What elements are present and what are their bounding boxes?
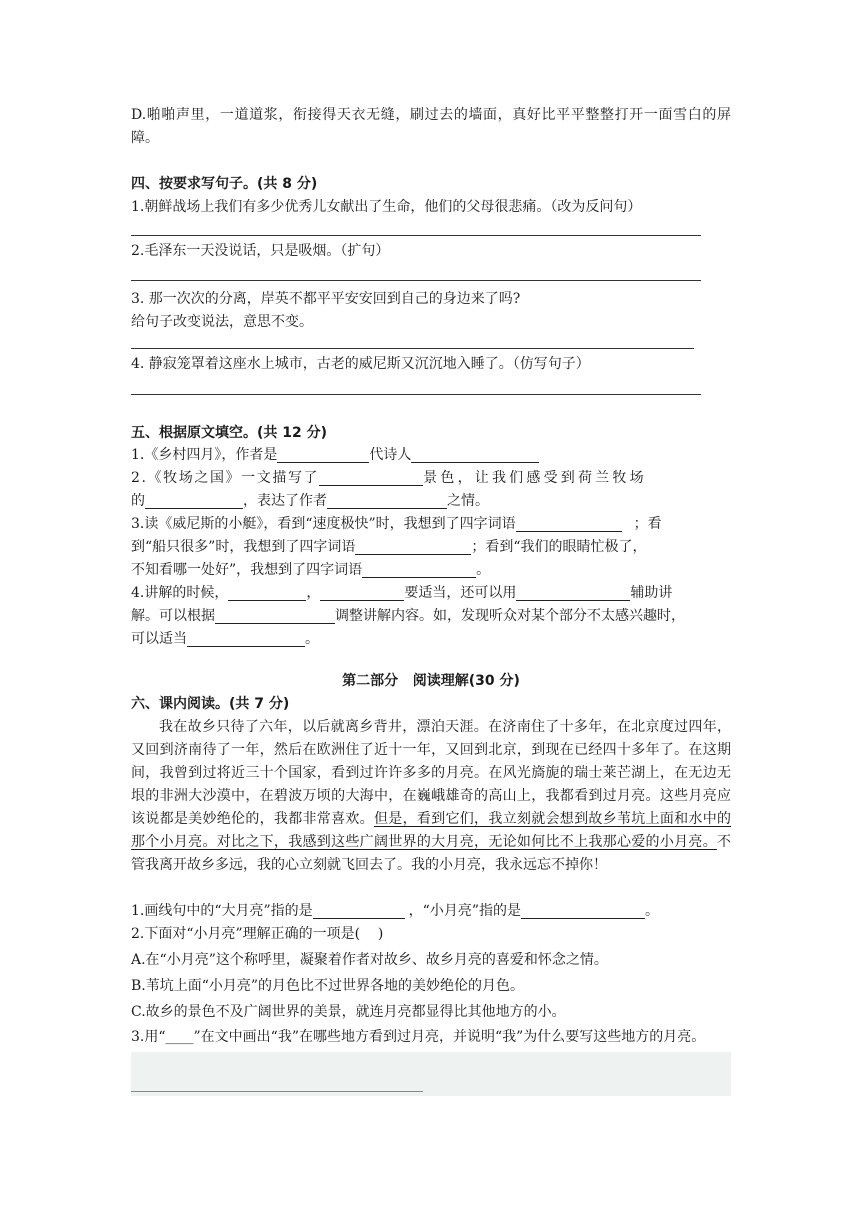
sec5-q2-text-d: ，表达了作者 [243, 493, 327, 509]
blank-explain-2[interactable] [320, 584, 404, 601]
sec6-q1 [131, 900, 731, 923]
sec5-q4-line2 [131, 605, 731, 628]
blank-explain-5[interactable] [187, 630, 305, 647]
answer-line-4[interactable] [131, 394, 701, 395]
sec5-q4-line3 [131, 628, 731, 651]
sec5-q3-text-c: 到“船只很多”时，我想到了四字词语 [131, 539, 356, 555]
sec5-q3-text-d: ；看到“我们的眼睛忙极了， [471, 539, 647, 555]
blank-small-moon[interactable] [521, 902, 645, 919]
sec6-q3-text-a: 3.用“ [131, 1029, 166, 1045]
sec6-q1-text-c: 。 [645, 903, 659, 919]
sec5-q4-line1 [131, 582, 731, 605]
sec5-q2-line1 [131, 467, 731, 490]
sec6-q1-text-b: ，“小月亮”指的是 [408, 903, 521, 919]
sec5-q1-text-b: 代诗人 [369, 447, 412, 463]
answer-area-shading [131, 1052, 731, 1096]
sec4-q4: 4. 静寂笼罩着这座水上城市，古老的威尼斯又沉沉地入睡了。（仿写句子） [131, 356, 590, 372]
sec5-q1 [131, 444, 731, 467]
answer-line-2[interactable] [131, 280, 701, 281]
blank-explain-3[interactable] [516, 584, 630, 601]
blank-explain-4[interactable] [215, 607, 335, 624]
blank-explain-1[interactable] [228, 584, 306, 601]
sec5-q3-text-a: 3.读《威尼斯的小艇》，看到“速度极快”时，我想到了四字词语 [131, 516, 516, 532]
option-c[interactable]: C.故乡的景色不及广阔世界的美景，就连月亮都显得比其他地方的小。 [131, 1004, 566, 1020]
answer-line-3[interactable] [131, 348, 694, 349]
sec5-q3-line1 [131, 513, 731, 536]
sec5-q3-line3 [131, 559, 731, 582]
sec4-q2: 2.毛泽东一天没说话，只是吸烟。（扩句） [131, 243, 390, 259]
sec5-q2-line2 [131, 490, 731, 513]
sec4-q3-instruction: 给句子改变说法，意思不变。 [131, 314, 313, 330]
answer-line-sec6-q3[interactable] [131, 1091, 423, 1092]
sec5-q2-text-a: 2.《牧场之国》一文描写了 [131, 470, 320, 486]
sec5-q2-text-e: 之情。 [447, 493, 489, 509]
part-2-title: 第二部分 阅读理解(30 分) [342, 673, 520, 689]
blank-word-eyes[interactable] [362, 561, 476, 578]
blank-poet[interactable] [411, 446, 539, 463]
blank-word-speed[interactable] [516, 515, 622, 532]
blank-pasture[interactable] [145, 492, 243, 509]
sec5-q3-line2 [131, 536, 731, 559]
sec5-q3-text-b: ；看 [633, 516, 662, 532]
sec5-q4-text-b: ， [306, 585, 321, 601]
blank-word-boats[interactable] [355, 538, 471, 555]
passage-tail: 不管我离开故乡多远，我的心立刻就飞回去了。我的小月亮，我永远忘不掉你！ [131, 834, 731, 873]
reading-passage [131, 716, 731, 877]
sec5-q3-text-e: 不知看哪一处好”，我想到了四字词语 [131, 562, 363, 578]
sec6-q3-text-b: ”在文中画出“我”在哪些地方看到过月亮，并说明“我”为什么要写这些地方的月亮。 [193, 1029, 706, 1045]
passage-plain: 我在故乡只待了六年，以后就离乡背井，漂泊天涯。在济南住了十多年，在北京度过四年，又回到济南待了一年，然后在欧洲住了近十一年，又回到北京，到现在已经四十多年了。在这期间，我曾到过将近三十个国家，看到过许许多多的月亮。在风光旖旎的瑞士莱芒湖上，在无边无垠的非洲大沙漠中，在碧波万顷的大海中，在巍峨雄奇的高山上，我都看到过月亮。这些月亮应该说都是美妙绝伦的，我都非常喜欢。 [131, 719, 731, 827]
sec5-q4-text-g: 可以适当 [131, 631, 187, 647]
blank-big-moon[interactable] [313, 902, 405, 919]
option-b[interactable]: B.苇坑上面“小月亮”的月色比不过世界各地的美妙绝伦的月色。 [131, 978, 525, 994]
sec5-q4-text-d: 辅助讲 [630, 585, 673, 601]
sec5-q4-text-h: 。 [305, 631, 319, 647]
sec5-q2-text-c: 的 [131, 493, 145, 509]
sec4-q1: 1.朝鲜战场上我们有多少优秀儿女献出了生命，他们的父母很悲痛。（改为反问句） [131, 199, 642, 215]
option-a[interactable]: A.在“小月亮”这个称呼里，凝聚着作者对故乡、故乡月亮的喜爱和怀念之情。 [131, 952, 608, 968]
answer-line-1[interactable] [131, 235, 701, 236]
blank-author[interactable] [277, 446, 369, 463]
sec6-q3 [131, 1026, 731, 1049]
sec5-q3-text-f: 。 [476, 562, 491, 578]
section-5-title: 五、根据原文填空。(共 12 分) [131, 425, 328, 441]
section-4-title: 四、按要求写句子。(共 8 分) [131, 176, 318, 192]
sec4-q3-sentence: 3. 那一次次的分离，岸英不都平平安安回到自己的身边来了吗? [131, 291, 521, 307]
sec5-q2-text-b: 景色，让我们感受到荷兰牧场 [423, 470, 647, 486]
sec5-q1-text-a: 1.《乡村四月》，作者是 [131, 447, 278, 463]
passage-underlined-sentence: 但是，看到它们，我立刻就会想到故乡苇坑上面和水中的那个小月亮。对比之下，我感到这些广阔世界的大月亮，无论如何比不上我那心爱的小月亮。 [131, 811, 732, 850]
sec5-q4-text-a: 4.讲解的时候， [131, 585, 229, 601]
blank-feeling[interactable] [327, 492, 447, 509]
sec5-q4-text-e: 解。可以根据 [131, 608, 215, 624]
sec6-q1-text-a: 1.画线句中的“大月亮”指的是 [131, 903, 313, 919]
sec6-q3-mark: ____ [165, 1029, 194, 1045]
sec5-q4-text-f: 调整讲解内容。如，发现听众对某个部分不太感兴趣时， [335, 608, 685, 624]
section-6-title: 六、课内阅读。(共 7 分) [131, 696, 290, 712]
option-d: D.啪啪声里，一道道浆，衔接得天衣无缝，刷过去的墙面，真好比平平整整打开一面雪白的屏障。 [131, 107, 731, 146]
sec6-q2: 2.下面对“小月亮”理解正确的一项是( ) [131, 926, 384, 942]
blank-scenery[interactable] [319, 469, 423, 486]
sec5-q4-text-c: 要适当，还可以用 [404, 585, 517, 601]
